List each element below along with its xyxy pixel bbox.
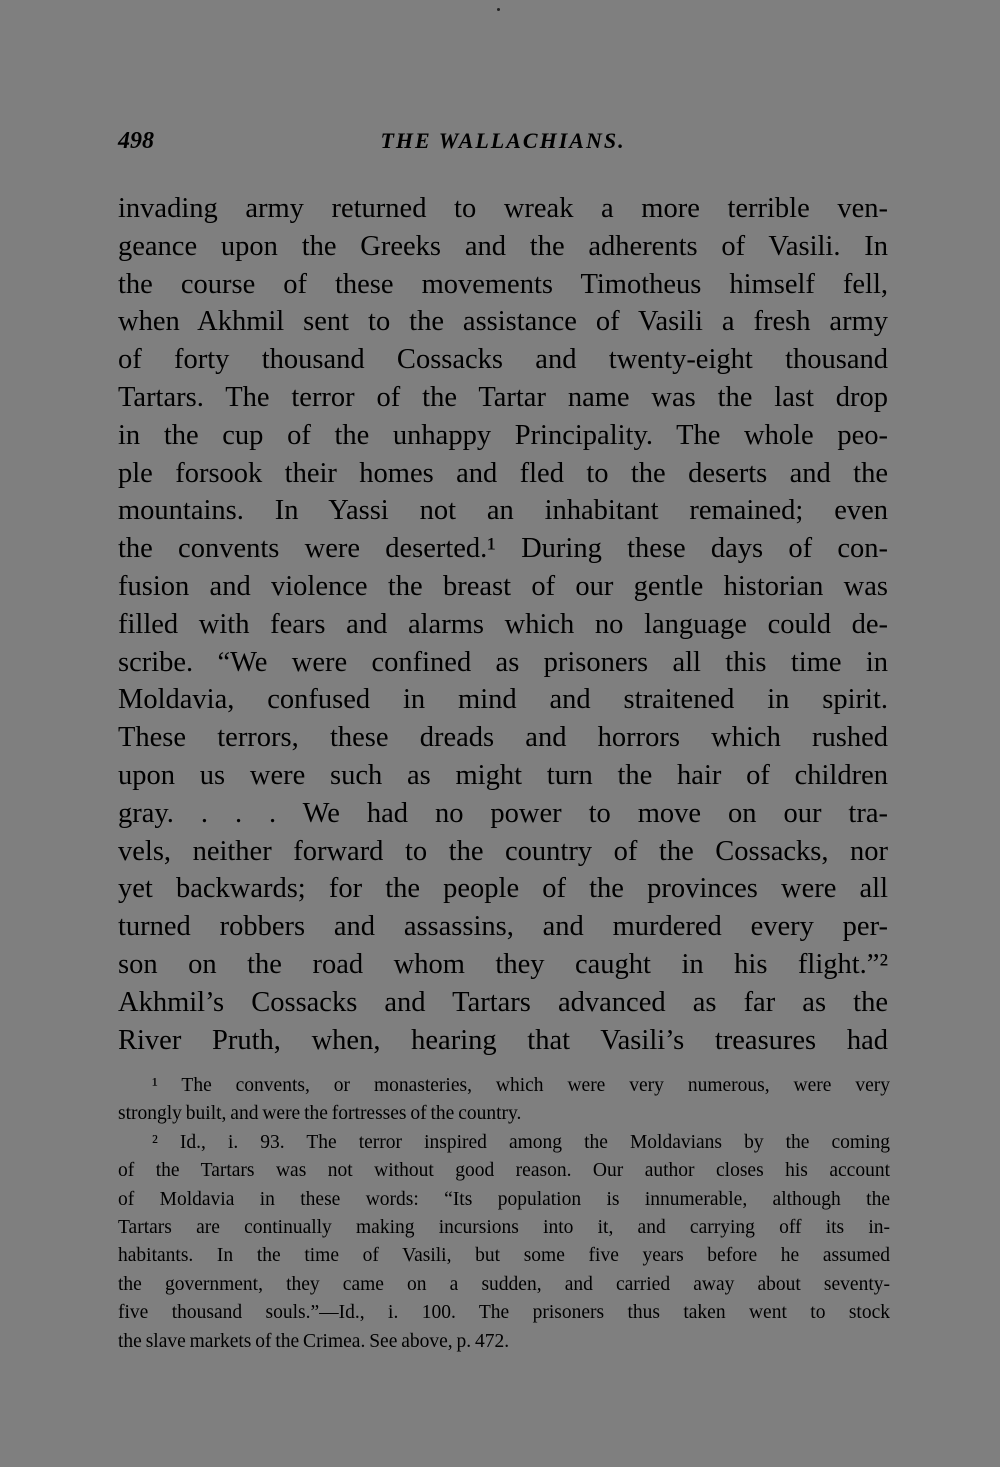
running-head: THE WALLACHIANS. [380, 128, 626, 153]
body-line: scribe. “We were confined as prisoners all this time in [118, 646, 888, 678]
page-number: 498 [118, 128, 154, 154]
footnote-2-line: of the Tartars was not without good reason. Our author closes his account [118, 1160, 890, 1182]
page-header [118, 128, 888, 158]
body-line: Moldavia, confused in mind and straitened in spirit. [118, 684, 888, 716]
footnote-2-line: the government, they came on a sudden, and carried away about seventy- [118, 1273, 890, 1295]
body-line: the course of these movements Timotheus himself fell, [118, 268, 888, 300]
body-line: fusion and violence the breast of our gentle historian was [118, 570, 888, 602]
body-line: yet backwards; for the people of the provinces were all [118, 873, 888, 905]
footnote-2-line: five thousand souls.”—Id., i. 100. The prisoners thus taken went to stock [118, 1302, 890, 1324]
body-line: gray. . . . We had no power to move on our tra- [118, 797, 888, 829]
footnote-1-line: ¹ The convents, or monasteries, which were very numerous, were very [152, 1075, 890, 1096]
body-line: in the cup of the unhappy Principality. The whole peo- [118, 419, 888, 451]
footnote-2-line: Tartars are continually making incursions into it, and carrying off its in- [118, 1216, 890, 1238]
body-line: invading army returned to wreak a more terrible ven- [118, 193, 888, 224]
body-line: son on the road whom they caught in his flight.”² [118, 948, 888, 980]
footnotes [118, 1072, 890, 1356]
body-line: of forty thousand Cossacks and twenty-eight thousand [118, 344, 888, 376]
footnote-2-line: ² Id., i. 93. The terror inspired among the Moldavians by the coming [152, 1131, 890, 1153]
body-line: the convents were deserted.¹ During these days of con- [118, 533, 888, 565]
footnote-2-line: of Moldavia in these words: “Its population is innumerable, although the [118, 1188, 890, 1210]
scan-speck [497, 8, 500, 11]
body-text [118, 190, 888, 1059]
footnote-1-line: strongly built, and were the fortresses of the country. [118, 1103, 522, 1125]
body-line: filled with fears and alarms which no language could de- [118, 608, 888, 640]
body-line: vels, neither forward to the country of the Cossacks, nor [118, 835, 888, 867]
body-line: River Pruth, when, hearing that Vasili’s treasures had [118, 1024, 888, 1056]
footnote-2-line: the slave markets of the Crimea. See above, p. 472. [118, 1330, 510, 1352]
body-line: when Akhmil sent to the assistance of Vasili a fresh army [118, 306, 888, 338]
body-line: Akhmil’s Cossacks and Tartars advanced as far as the [118, 986, 888, 1018]
body-line: upon us were such as might turn the hair of children [118, 759, 888, 791]
body-line: turned robbers and assassins, and murdered every per- [118, 911, 888, 943]
body-line: geance upon the Greeks and the adherents of Vasili. In [118, 230, 888, 262]
body-line: ple forsook their homes and fled to the deserts and the [118, 457, 888, 489]
footnote-2-line: habitants. In the time of Vasili, but some five years before he assumed [118, 1245, 890, 1267]
body-line: mountains. In Yassi not an inhabitant remained; even [118, 495, 888, 527]
body-line: Tartars. The terror of the Tartar name was the last drop [118, 381, 888, 413]
body-line: These terrors, these dreads and horrors which rushed [118, 722, 888, 754]
